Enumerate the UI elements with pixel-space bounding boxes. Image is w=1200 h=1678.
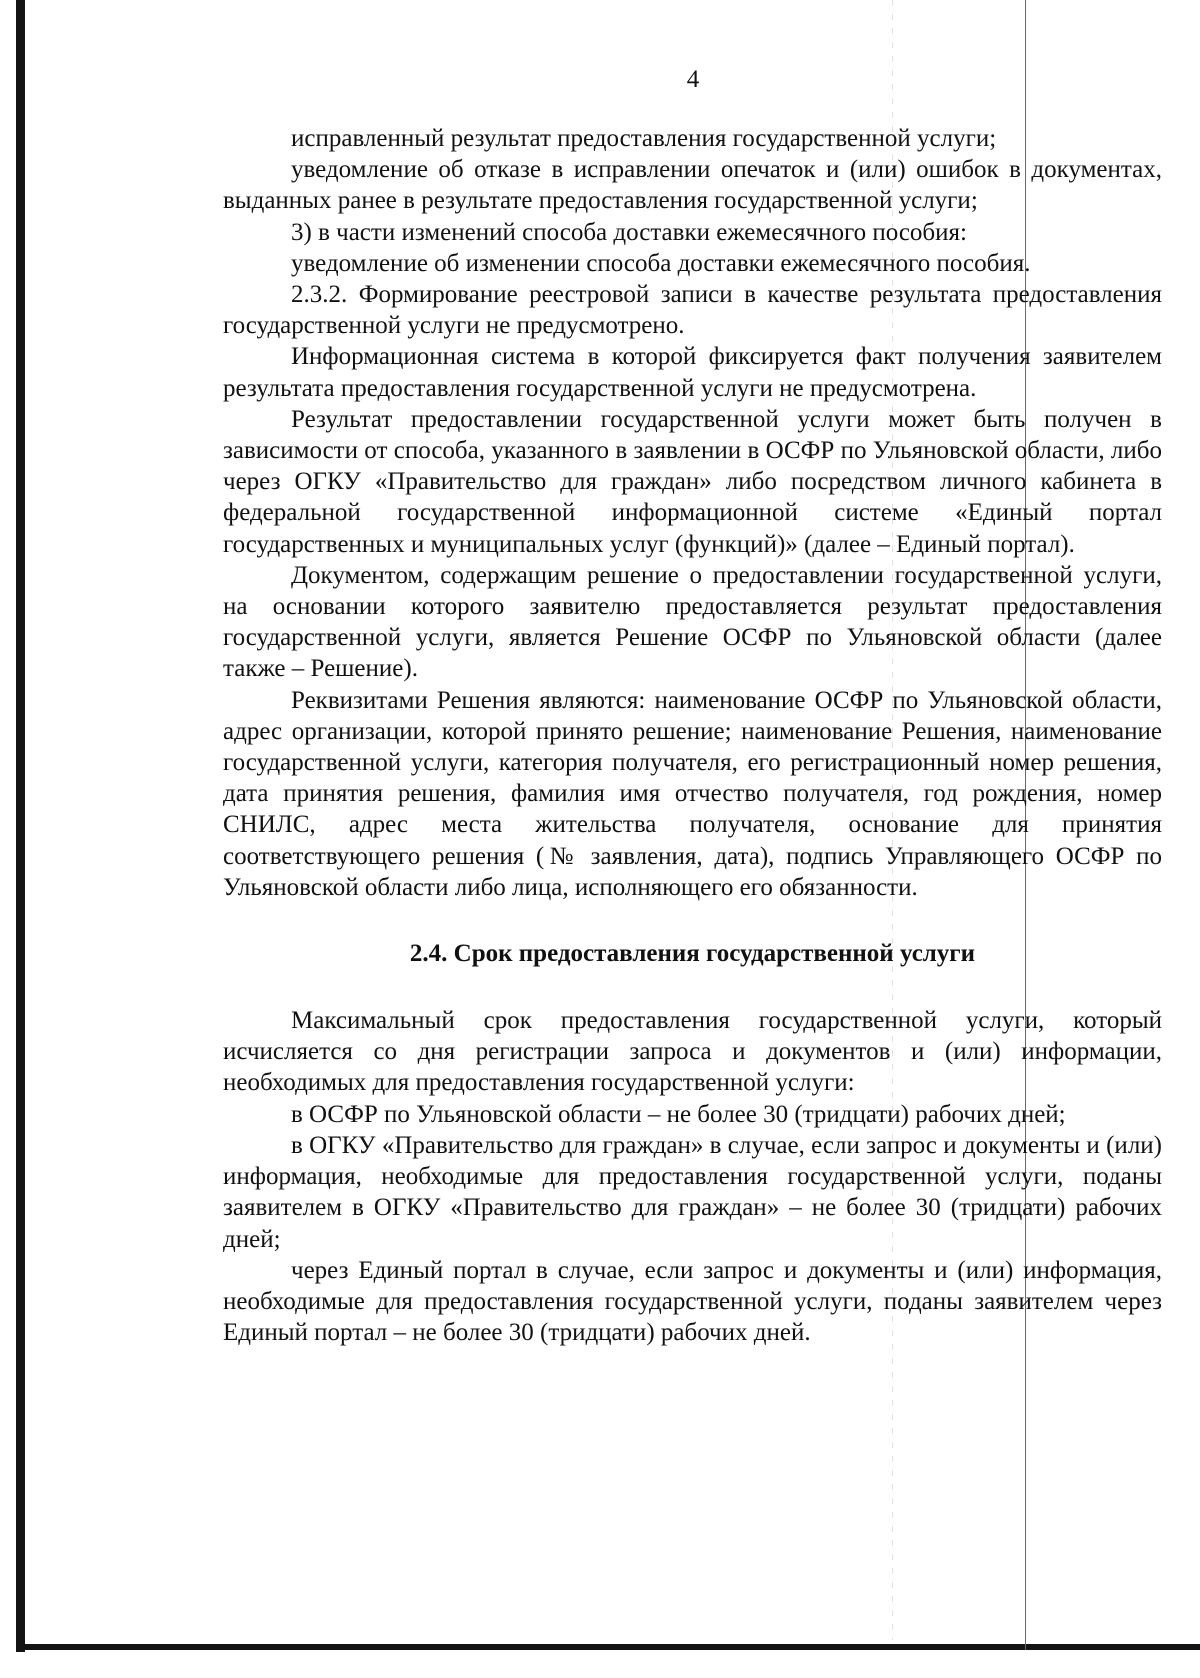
paragraph: Результат предоставлении государственной услуги может быть получен в зависимости от способа, указанного в заявлении в ОСФР по Ульяновской области, либо через ОГКУ «Правительство для граждан» либо посредством личного кабинета в федеральной государственной информационной системе «Единый портал государственных и муниципальных услуг (функций)» (далее – Единый портал). bbox=[223, 405, 1162, 558]
paragraph: Документом, содержащим решение о предоставлении государственной услуги, на основании которого заявителю предоставляется результат предоставления государственной услуги, является Решение ОСФР по Ульяновской области (далее также – Решение). bbox=[223, 561, 1162, 683]
page-number: 4 bbox=[686, 66, 700, 93]
paragraph: Информационная система в которой фиксируется факт получения заявителем результата предоставления государственной услуги не предусмотрена. bbox=[223, 343, 1162, 402]
paragraph: уведомление об отказе в исправлении опечаток и (или) ошибок в документах, выданных ранее в результате предоставления государственной услуги; bbox=[223, 156, 1162, 215]
paragraph: Максимальный срок предоставления государственной услуги, который исчисляется со дня регистрации запроса и документов и (или) информации, необходимых для предоставления государственной услуги: bbox=[223, 1007, 1162, 1097]
section-heading: 2.4. Срок предоставления государственной услуги bbox=[409, 940, 976, 968]
paragraph: исправленный результат предоставления государственной услуги; bbox=[291, 125, 997, 152]
scan-border-left bbox=[16, 0, 25, 1652]
paragraph: в ОГКУ «Правительство для граждан» в случае, если запрос и документы и (или) информация, необходимые для предоставления государственной услуги, поданы заявителем в ОГКУ «Правительство для граждан» – не более 30 (тридцати) рабочих дней; bbox=[223, 1131, 1162, 1253]
paragraph: 2.3.2. Формирование реестровой записи в качестве результата предоставления государственной услуги не предусмотрено. bbox=[223, 281, 1162, 340]
paragraph: 3) в части изменений способа доставки ежемесячного пособия: bbox=[291, 218, 967, 246]
paragraph: уведомление об изменении способа доставки ежемесячного пособия. bbox=[291, 249, 1031, 277]
paragraphs-after bbox=[223, 1005, 1162, 1348]
paragraph: Реквизитами Решения являются: наименование ОСФР по Ульяновской области, адрес организации, которой принято решение; наименование Решения, наименование государственной услуги, категория получателя, его регистрационный номер решения, дата принятия решения, фамилия имя отчество получателя, год рождения, номер СНИЛС, адрес места жительства получателя, основание для принятия соответствующего решения (№ заявления, дата), подпись Управляющего ОСФР по Ульяновской области либо лица, исполняющего его обязанности. bbox=[223, 686, 1162, 901]
document-body bbox=[223, 123, 1162, 1348]
scan-border-bottom bbox=[16, 1644, 1200, 1650]
paragraphs-before bbox=[223, 123, 1162, 903]
paragraph: в ОСФР по Ульяновской области – не более 30 (тридцати) рабочих дней; bbox=[291, 1100, 1066, 1128]
paragraph: через Единый портал в случае, если запрос и документы и (или) информация, необходимые для предоставления государственной услуги, поданы заявителем через Единый портал – не более 30 (тридцати) рабочих дней. bbox=[223, 1256, 1162, 1347]
